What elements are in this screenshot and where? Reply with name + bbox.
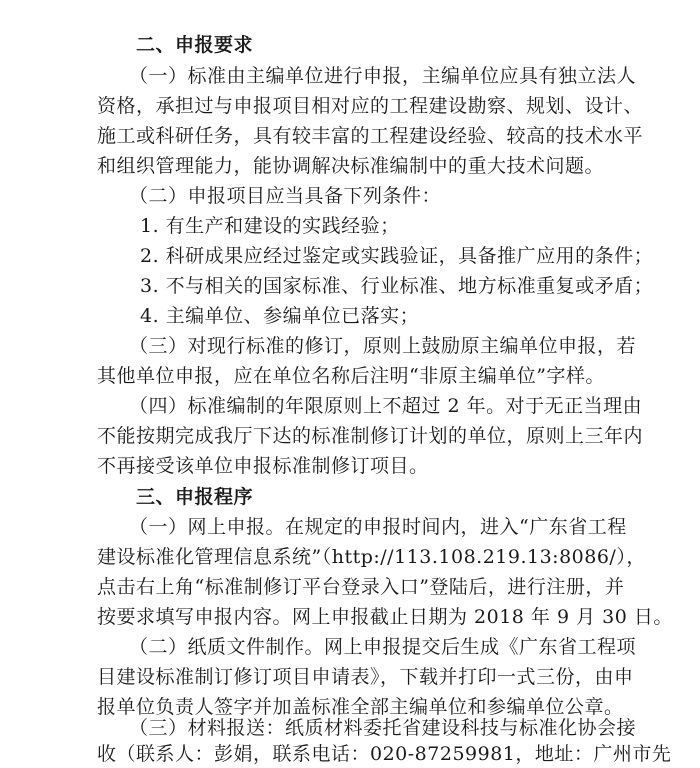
paragraph-line: （一）标准由主编单位进行申报，主编单位应具有独立法人 (129, 65, 637, 87)
paragraph-line: （二）纸质文件制作。网上申报提交后生成《广东省工程项 (129, 636, 637, 658)
condition-item: 3. 不与相关的国家标准、行业标准、地方标准重复或矛盾； (140, 275, 654, 297)
paragraph-line: （三）材料报送：纸质材料委托省建设科技与标准化协会接 (129, 717, 637, 739)
paragraph-line: 收（联系人：彭娟，联系电话：020-87259981，地址：广州市先 (97, 743, 672, 765)
paragraph-line: 不再接受该单位申报标准制修订项目。 (97, 455, 429, 477)
condition-item: 4. 主编单位、参编单位已落实； (140, 305, 420, 327)
paragraph-line: 和组织管理能力，能协调解决标准编制中的重大技术问题。 (97, 155, 605, 177)
paragraph-line: （一）网上申报。在规定的申报时间内，进入“广东省工程 (129, 516, 627, 538)
paragraph-line: 点击右上角“标准制修订平台登录入口”登陆后，进行注册，并 (97, 576, 625, 598)
paragraph-line: 资格，承担过与申报项目相对应的工程建设勘察、规划、设计、 (97, 95, 644, 117)
section-heading-requirements: 二、申报要求 (136, 34, 254, 56)
paragraph-line: （四）标准编制的年限原则上不超过 2 年。对于无正当理由 (129, 395, 643, 417)
paragraph-line: （三）对现行标准的修订，原则上鼓励原主编单位申报，若 (129, 335, 637, 357)
paragraph-line: 建设标准化管理信息系统”（http://113.108.219.13:8086/）， (97, 546, 646, 568)
paragraph-line: 报单位负责人签字并加盖标准全部主编单位和参编单位公章。 (97, 696, 624, 718)
section-heading-procedure: 三、申报程序 (136, 486, 254, 508)
paragraph-line: 其他单位申报，应在单位名称后注明“非原主编单位”字样。 (97, 365, 605, 387)
paragraph-line: 按要求填写申报内容。网上申报截止日期为 2018 年 9 月 30 日。 (97, 606, 673, 628)
paragraph-line: （二）申报项目应当具备下列条件： (129, 185, 442, 207)
paragraph-line: 施工或科研任务，具有较丰富的工程建设经验、较高的技术水平 (97, 125, 644, 147)
paragraph-line: 目建设标准制订修订项目申请表》，下载并打印一式三份，由申 (97, 666, 634, 688)
condition-item: 1. 有生产和建设的实践经验； (140, 215, 400, 237)
paragraph-line: 不能按期完成我厅下达的标准制修订计划的单位，原则上三年内 (97, 425, 644, 447)
condition-item: 2. 科研成果应经过鉴定或实践验证，具备推广应用的条件； (140, 245, 654, 267)
